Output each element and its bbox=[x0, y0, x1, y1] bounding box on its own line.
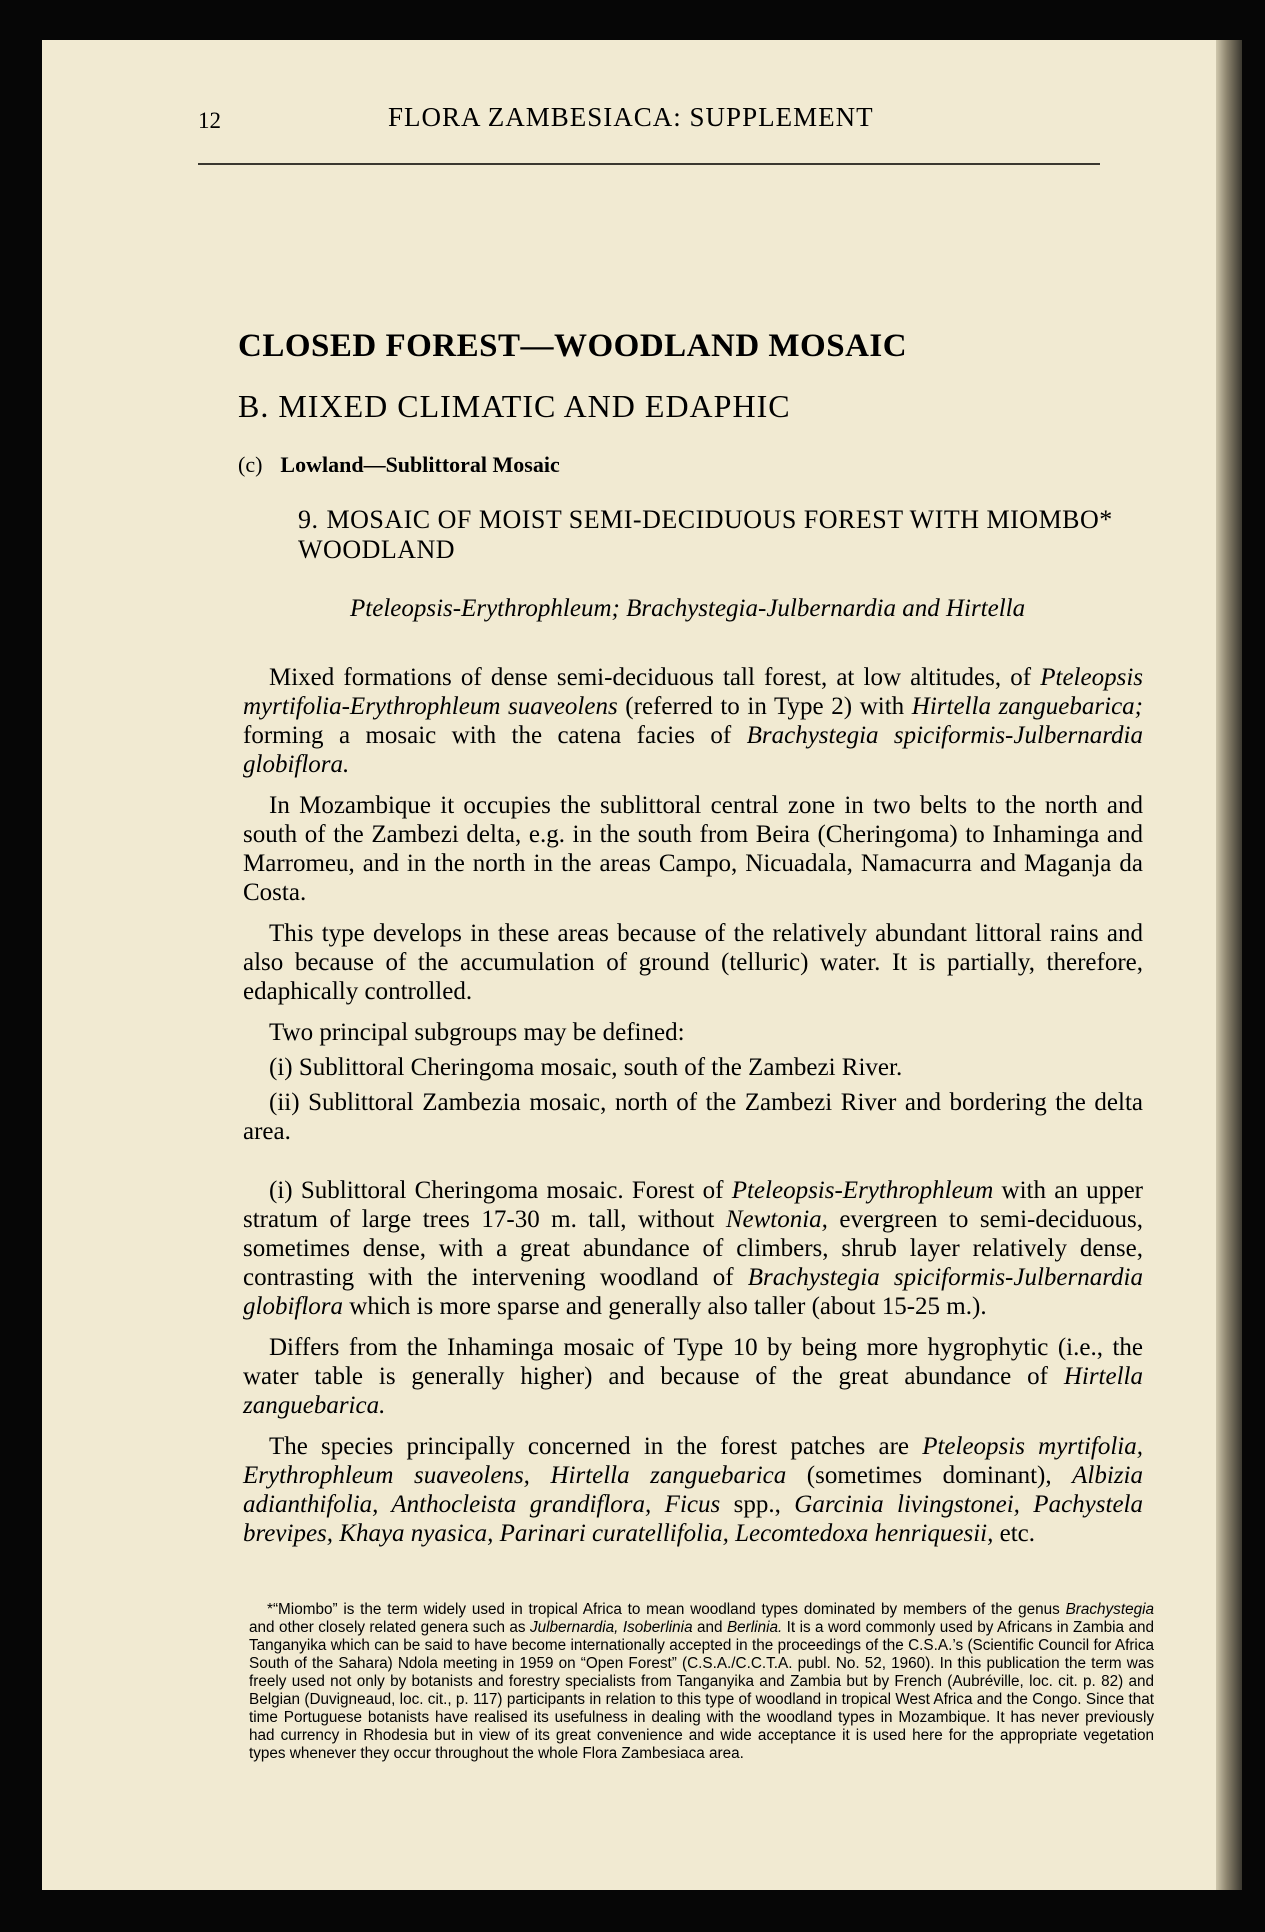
paragraph: This type develops in these areas because of the relatively abundant littoral rains and also because of the accumulation of ground (telluric) water. It is partially, therefore, edaphically controlled. bbox=[243, 920, 1143, 1005]
paragraph bbox=[243, 663, 1143, 779]
species-name: Pteleopsis myrtifolia-Erythrophleum suaveolens bbox=[243, 664, 1143, 720]
paragraph: In Mozambique it occupies the sublittoral central zone in two belts to the north and south of the Zambezi delta, e.g. in the south from Beira (Cheringoma) to Inhaminga and Marromeu, and in the north in the areas Campo, Nicuadala, Namacurra and Maganja da Costa. bbox=[243, 792, 1143, 906]
section-heading: CLOSED FOREST—WOODLAND MOSAIC bbox=[238, 328, 908, 364]
text-run: evergreen to semi-deciduous, sometimes dense, with a great abundance of climbers, shrub layer relatively dense, contrasting with the intervening woodland of bbox=[243, 1206, 1143, 1291]
species-name: Hirtella zanguebarica; bbox=[911, 693, 1143, 720]
footnote-text bbox=[249, 1601, 1154, 1763]
page-number: 12 bbox=[198, 108, 221, 133]
species-name: Hirtella zanguebarica. bbox=[243, 1363, 1143, 1419]
species-name: Albizia adianthifolia, Anthocleista grandiflora, Ficus bbox=[243, 1462, 1143, 1518]
text-run: (i) Sublittoral Cheringoma mosaic. Forest of bbox=[269, 1177, 732, 1204]
paragraph: (ii) Sublittoral Zambezia mosaic, north of the Zambezi River and bordering the delta area. bbox=[243, 1089, 1143, 1145]
text-run: The species principally concerned in the forest patches are bbox=[269, 1433, 923, 1460]
species-name: Newtonia, bbox=[725, 1206, 828, 1233]
text-run: and bbox=[692, 1619, 727, 1636]
genus-name: Brachystegia bbox=[1065, 1601, 1154, 1618]
dominant-species-line: Pteleopsis-Erythrophleum; Brachystegia-Julbernardia and Hirtella bbox=[350, 595, 1026, 622]
text-run: spp., bbox=[720, 1491, 795, 1518]
running-title: FLORA ZAMBESIACA: SUPPLEMENT bbox=[388, 102, 874, 132]
paragraph: (i) Sublittoral Cheringoma mosaic, south of the Zambezi River. bbox=[269, 1054, 903, 1081]
body-text bbox=[243, 663, 1143, 1560]
species-name: Pteleopsis myrtifolia, Erythrophleum suaveolens, Hirtella zanguebarica bbox=[243, 1433, 1143, 1489]
text-run: with an upper stratum of large trees 17-30 m. tall, without bbox=[243, 1177, 1144, 1233]
genus-name: Julbernardia, Isoberlinia bbox=[530, 1619, 693, 1636]
text-run: forming a mosaic with the catena facies of bbox=[243, 722, 747, 749]
text-run: *“Miombo” is the term widely used in tropical Africa to mean woodland types dominated by members of the genus bbox=[267, 1601, 1066, 1618]
text-run: Mixed formations of dense semi-deciduous tall forest, at low altitudes, of bbox=[269, 664, 1041, 691]
page-header bbox=[198, 102, 1100, 148]
text-run: etc. bbox=[993, 1520, 1035, 1547]
text-run: and other closely related genera such as bbox=[249, 1619, 530, 1636]
paragraph bbox=[243, 1333, 1143, 1420]
category-label: (c) bbox=[238, 452, 263, 477]
text-run: It is a word commonly used by Africans in Zambia and Tanganyika which can be said to have become internationally accepted in the proceedings of the C.S.A.’s (Scientific Council for Africa South of the Sahara) Ndola meeting in 1959 on “Open Forest” (C.S.A./C.C.T.A. publ. No. 52, 1960). In this publication the term was freely used not only by botanists and forestry specialists from Tanganyika and Zambia but by French (Aubréville, loc. cit. p. 82) and Belgian (Duvigneaud, loc. cit., p. 117) participants in relation to this type of woodland in tropical West Africa and the Congo. Since that time Portuguese botanists have realised its usefulness in dealing with the woodland types in Mozambique. It has never previously had currency in Rhodesia but in view of its great convenience and wide acceptance it is used here for the appropriate vegetation types whenever they occur throughout the whole Flora Zambesiaca area. bbox=[249, 1619, 1154, 1762]
page-spine-shadow bbox=[1216, 40, 1242, 1890]
genus-name: Berlinia. bbox=[726, 1619, 783, 1636]
category-heading bbox=[238, 452, 560, 478]
header-rule bbox=[198, 163, 1100, 165]
species-name: Pteleopsis-Erythrophleum bbox=[731, 1177, 994, 1204]
text-run: which is more sparse and generally also taller (about 15-25 m.). bbox=[343, 1293, 987, 1320]
subsection-heading: B. MIXED CLIMATIC AND EDAPHIC bbox=[238, 388, 791, 424]
type-heading bbox=[298, 505, 1138, 565]
paragraph: Two principal subgroups may be defined: bbox=[269, 1019, 685, 1046]
species-name: Garcinia livingstonei, Pachystela brevipes, Khaya nyasica, Parinari curatellifolia, Lecomtedoxa henriquesii, bbox=[243, 1491, 1143, 1547]
text-run: (referred to in Type 2) with bbox=[617, 693, 912, 720]
species-name: Brachystegia spiciformis-Julbernardia globiflora bbox=[243, 1264, 1143, 1320]
type-title: MOSAIC OF MOIST SEMI-DECIDUOUS FOREST WITH MIOMBO* WOODLAND bbox=[298, 505, 1113, 564]
text-run: Differs from the Inhaminga mosaic of Type 10 by being more hygrophytic (i.e., the water table is generally higher) and because of the great abundance of bbox=[243, 1334, 1143, 1390]
category-title: Lowland—Sublittoral Mosaic bbox=[280, 452, 560, 477]
paragraph bbox=[243, 1432, 1143, 1548]
species-name: Brachystegia spiciformis-Julbernardia globiflora. bbox=[243, 722, 1143, 778]
text-run: (sometimes dominant), bbox=[786, 1462, 1073, 1489]
footnote bbox=[249, 1601, 1154, 1763]
paragraph bbox=[243, 1176, 1143, 1321]
type-number: 9. bbox=[298, 505, 319, 534]
